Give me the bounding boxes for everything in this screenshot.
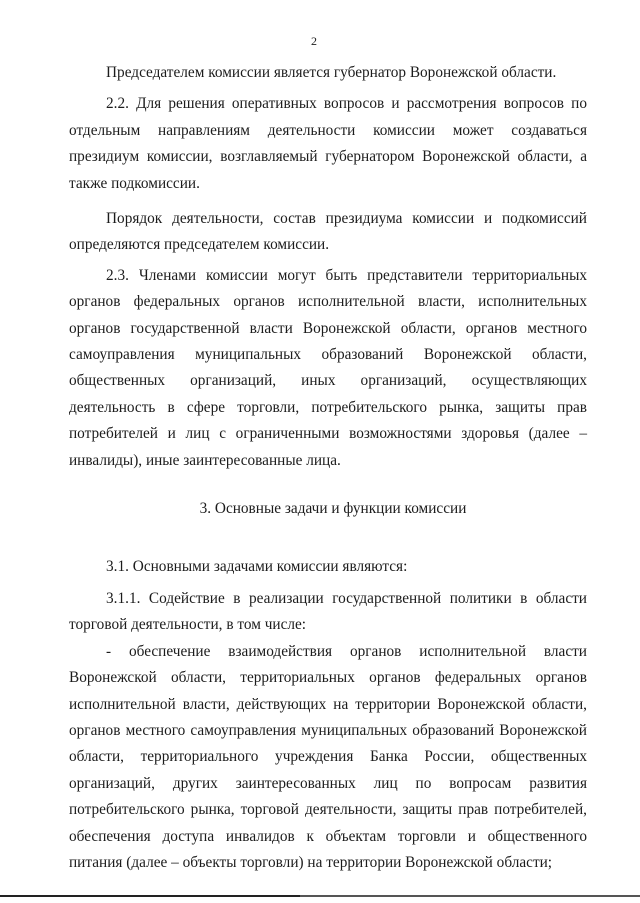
paragraph-procedure: Порядок деятельности, состав президиума комиссии и подкомиссий определяются председателем комиссии. (69, 210, 587, 254)
paragraph-chairman: Председателем комиссии является губернатор Воронежской области. (106, 64, 557, 81)
paragraph-3-1: 3.1. Основными задачами комиссии являются: (106, 557, 408, 575)
paragraph-3-1-1: 3.1.1. Содействие в реализации государственной политики в области торговой деятельности, в том числе: (69, 589, 587, 634)
paragraph-2-2: 2.2. Для решения оперативных вопросов и рассмотрения вопросов по отдельным направлениям деятельности комиссии может создаваться президиум комиссии, возглавляемый губернатором Воронежской области, а также подкомиссии. (69, 95, 587, 192)
page-number: 2 (311, 34, 317, 48)
document-body (69, 60, 587, 876)
scan-edge-line-dark (0, 895, 300, 897)
section-heading: 3. Основные задачи и функции комиссии (199, 500, 467, 518)
paragraph-interaction: - обеспечение взаимодействия органов исполнительной власти Воронежской области, территориальных органов федеральных органов исполнительной власти, действующих на территории Воронежской области, органов местного самоуправления муниципальных образований Воронежской области, территориального учреждения Банка России, общественных организаций, других заинтересованных лиц по вопросам развития потребительского рынка, торговой деятельности, защиты прав потребителей, обеспечения доступа инвалидов к объектам торговли и общественного питания (далее – объекты торговли) на территории Воронежской области; (69, 642, 587, 871)
paragraph-2-3: 2.3. Членами комиссии могут быть представители территориальных органов федеральных органов исполнительной власти, исполнительных органов государственной власти Воронежской области, органов местного самоуправления муниципальных образований Воронежской области, общественных организаций, иных организаций, осуществляющих деятельность в сфере торговли, потребительского рынка, защиты прав потребителей и лиц с ограниченными возможностями здоровья (далее – инвалиды), иные заинтересованные лица. (69, 266, 587, 469)
